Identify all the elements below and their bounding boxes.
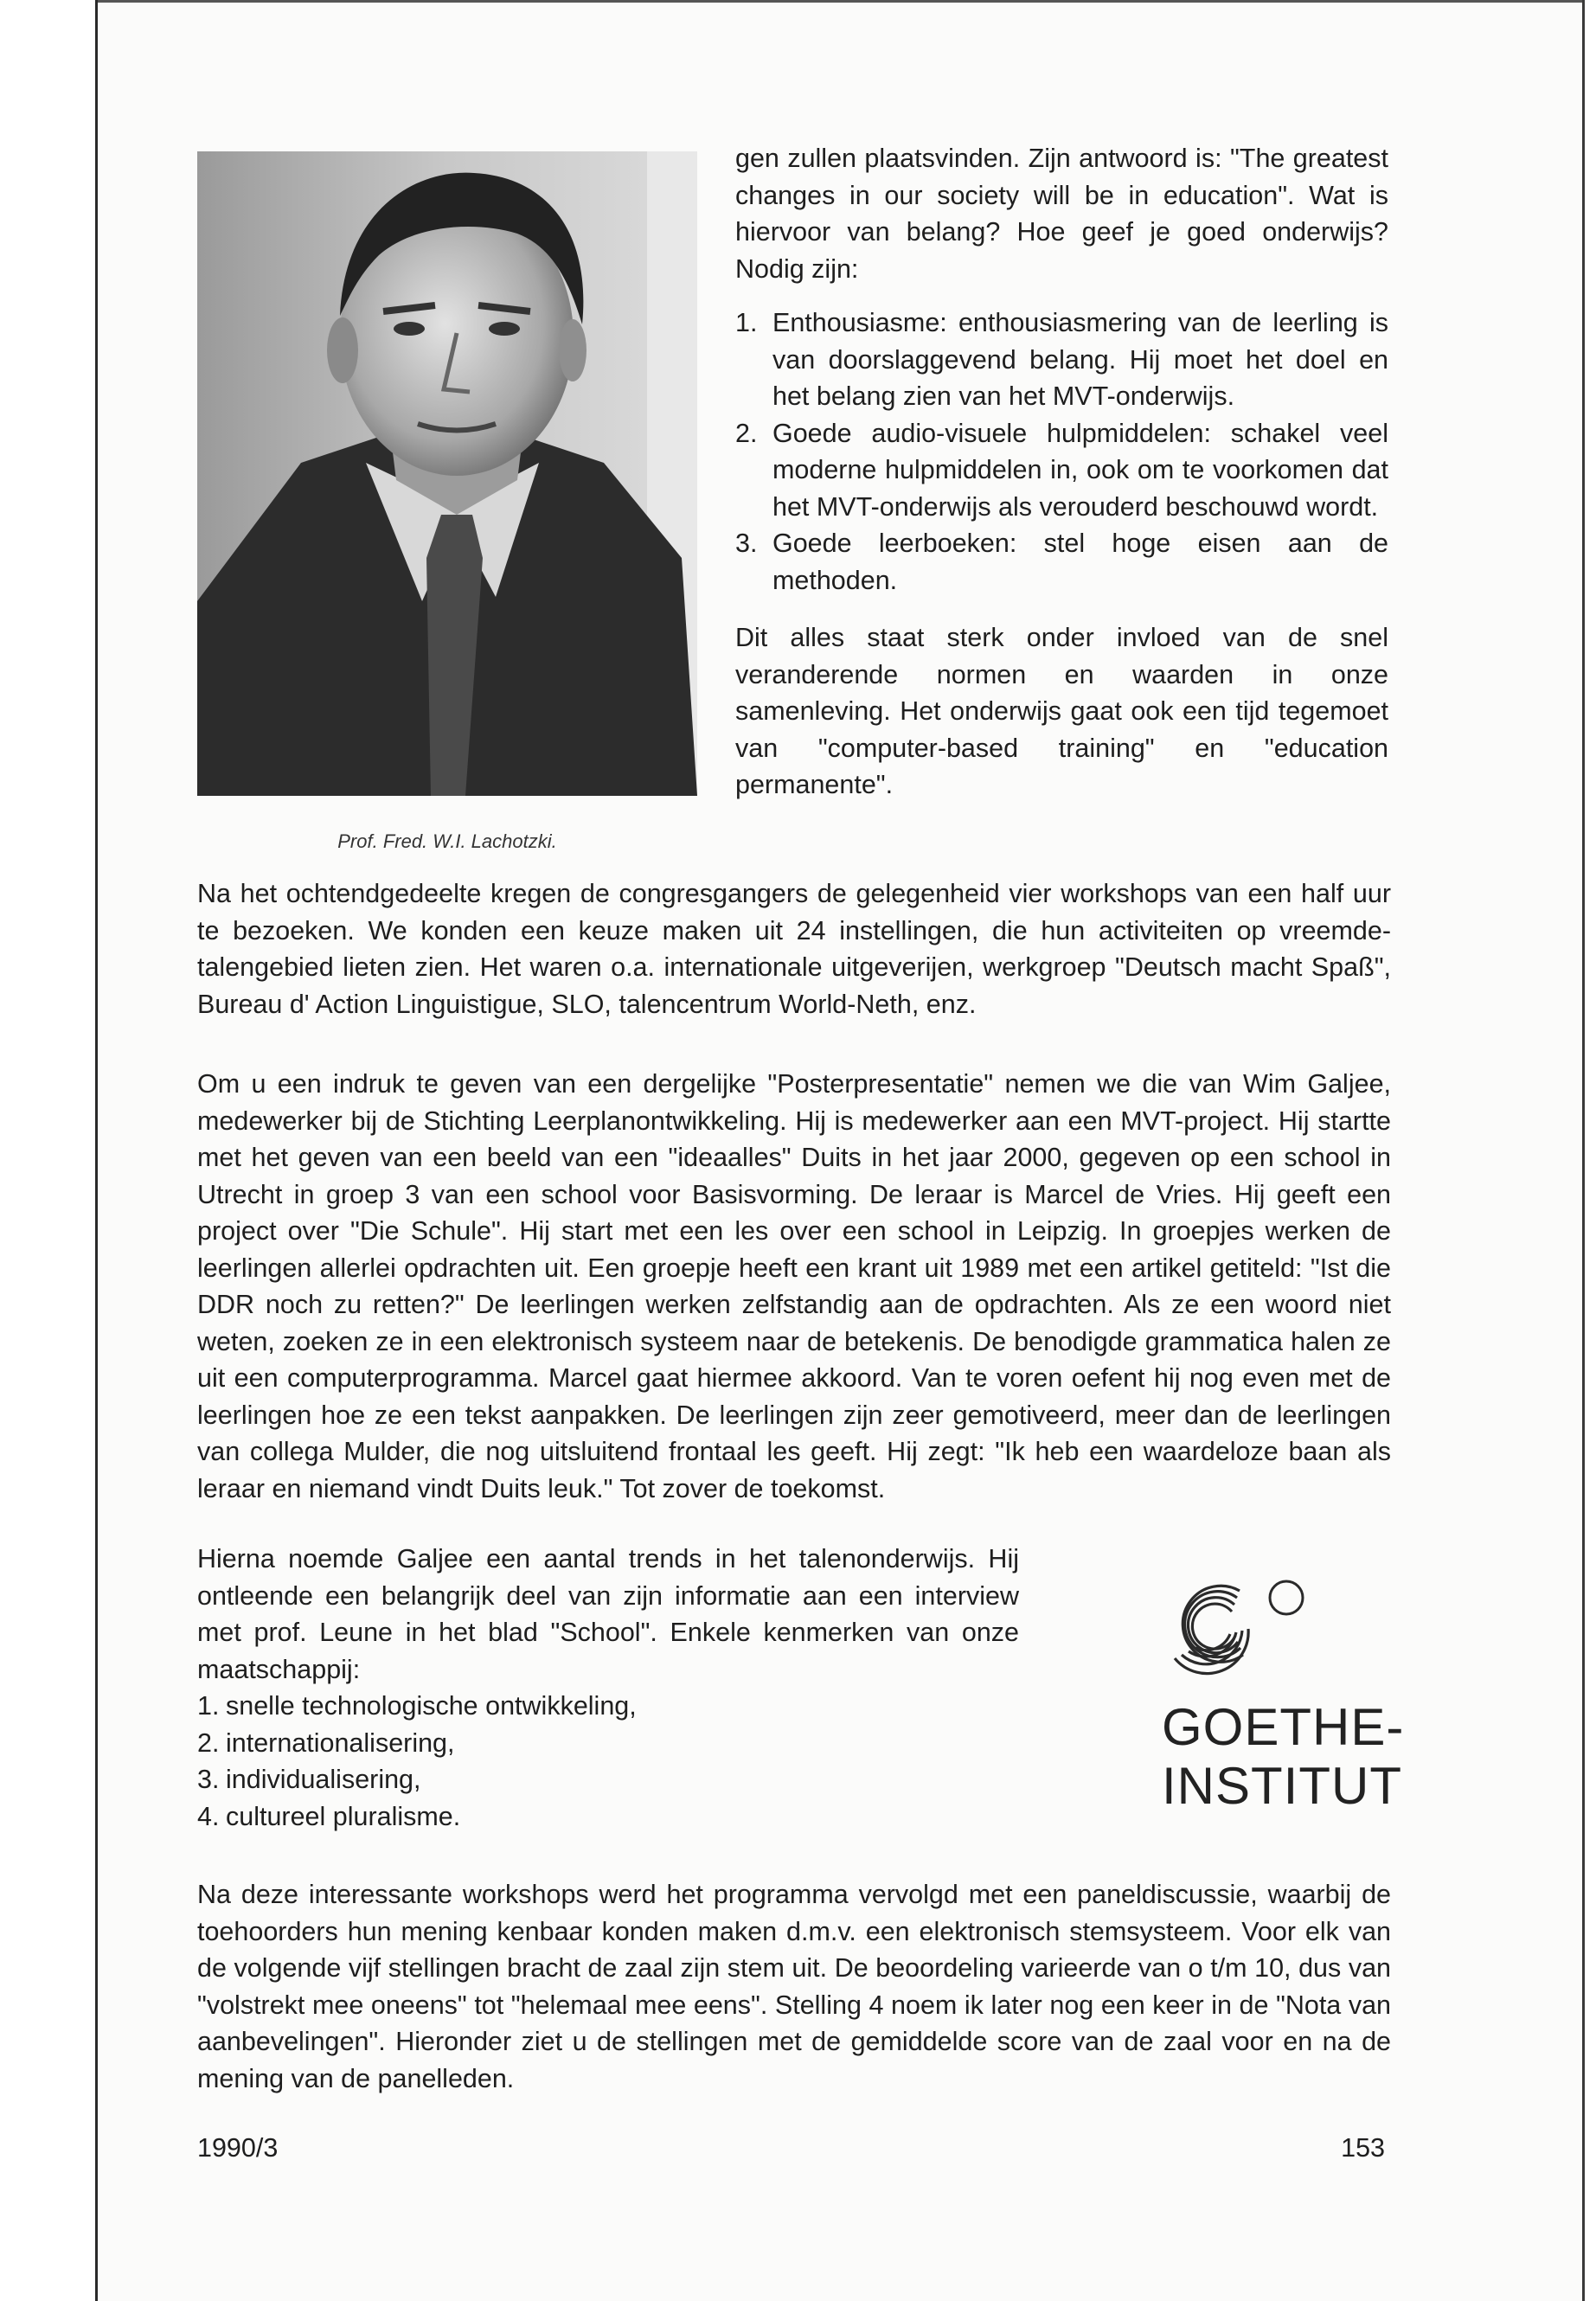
panel-paragraph: Na deze interessante workshops werd het programma vervolgd met een paneldiscussie, waarbij de toehoorders hun mening kenbaar konden maken d.m.v. een elektronisch stemsysteem. Voor elk van de volgende vijf stellingen bracht de zaal zijn stem uit. De beoordeling varieerde van o t/m 10, dus van "volstrekt mee oneens" tot "helemaal mee eens". Stelling 4 noem ik later nog een keer in de "Nota van aanbevelingen". Hieronder ziet u de stellingen met de gemiddelde score van de zaal voor en na de mening van de panelleden. xyxy=(197,1880,1391,2093)
portrait-image xyxy=(197,151,697,796)
right-column xyxy=(735,140,1388,804)
list-item: 2. Goede audio-visuele hulpmiddelen: schakel veel moderne hulpmiddelen in, ook om te voorkomen dat het MVT-onderwijs als verouderd beschouwd wordt. xyxy=(735,418,1388,522)
trends-section xyxy=(197,1541,1019,1835)
issue-number: 1990/3 xyxy=(197,2133,279,2163)
page-number: 153 xyxy=(1341,2133,1385,2163)
magazine-page xyxy=(95,0,1585,2301)
goethe-logo-icon xyxy=(1110,1561,1387,1700)
list-item: 2. internationalisering, xyxy=(197,1727,455,1758)
goethe-logo-line2: INSTITUT xyxy=(1162,1757,1402,1815)
goethe-logo-line1: GOETHE- xyxy=(1162,1698,1405,1756)
list-item: 1. snelle technologische ontwikkeling, xyxy=(197,1691,637,1721)
portrait-photo xyxy=(197,151,697,796)
list-item: 3. Goede leerboeken: stel hoge eisen aan de methoden. xyxy=(735,529,1388,595)
list-item: 3. individualisering, xyxy=(197,1765,421,1794)
closing-paragraph: Dit alles staat sterk onder invloed van de snel veranderende normen en waarden in onze samenleving. Het onderwijs gaat ook een tijd tegemoet van "computer-based training" en "education permanente". xyxy=(735,623,1388,799)
trends-list xyxy=(197,1688,1019,1835)
list-item: 4. cultureel pluralisme. xyxy=(197,1801,461,1831)
requirements-list xyxy=(735,304,1388,599)
photo-caption: Prof. Fred. W.I. Lachotzki. xyxy=(337,830,557,852)
workshops-paragraph: Na het ochtendgedeelte kregen de congresgangers de gelegenheid vier workshops van een half uur te bezoeken. We konden een keuze maken uit 24 instellingen, die hun activiteiten op vreemde-talengebied lieten zien. Het waren o.a. internationale uitgeverijen, werkgroep "Deutsch macht Spaß", Bureau d' Action Linguistigue, SLO, talencentrum World-Neth, enz. xyxy=(197,879,1391,1019)
list-item: 1. Enthousiasme: enthousiasmering van de leerling is van doorslaggevend belang. Hij moet het doel en het belang zien van het MVT-onderwijs. xyxy=(735,308,1388,411)
poster-paragraph: Om u een indruk te geven van een dergelijke "Posterpresentatie" nemen we die van Wim Galjee, medewerker bij de Stichting Leerplanontwikkeling. Hij is medewerker aan een MVT-project. Hij startte met het geven van een beeld van een "ideaalles" Duits in het jaar 2000, gegeven op een school in Utrecht in groep 3 van een school voor Basisvorming. De leraar is Marcel de Vries. Hij geeft een project over "Die Schule". Hij start met een les over een school in Leipzig. In groepjes werken de leerlingen allerlei opdrachten uit. Een groepje heeft een krant uit 1989 met een artikel getiteld: "Ist die DDR noch zu retten?" De leerlingen werken zelfstandig aan de opdrachten. Als ze een woord niet weten, zoeken ze in een elektronisch systeem naar de betekenis. De benodigde grammatica halen ze uit een computerprogramma. Marcel gaat hiermee akkoord. Van te voren oefent hij nog even met de leerlingen hoe ze een tekst aanpakken. De leerlingen zijn zeer gemotiveerd, meer dan de leerlingen van collega Mulder, die nog uitsluitend frontaal les geeft. Hij zegt: "Ik heb een waardeloze baan als leraar en niemand vindt Duits leuk." Tot zover de toekomst. xyxy=(197,1069,1391,1503)
trends-paragraph: Hierna noemde Galjee een aantal trends in het talenonderwijs. Hij ontleende een belangrijk deel van zijn informatie aan een interview met prof. Leune in het blad "School". Enkele kenmerken van onze maatschappij: xyxy=(197,1544,1019,1684)
intro-paragraph: gen zullen plaatsvinden. Zijn antwoord is: "The greatest changes in our society will be in education". Wat is hiervoor van belang? Hoe geef je goed onderwijs? Nodig zijn: xyxy=(735,144,1388,284)
